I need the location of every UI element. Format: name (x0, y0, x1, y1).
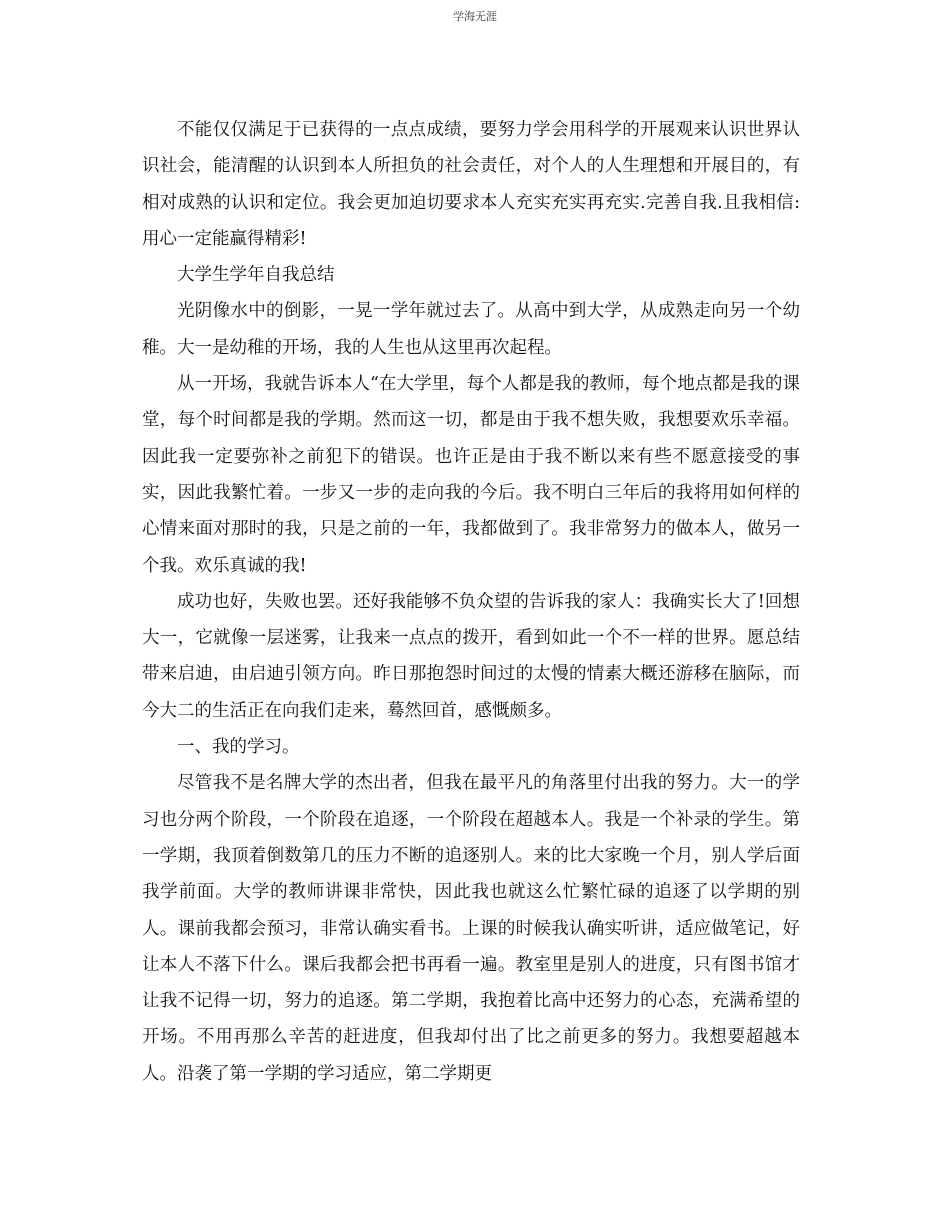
paragraph-intro: 不能仅仅满足于已获得的一点点成绩，要努力学会用科学的开展观来认识世界认识社会，能清醒的认识到本人所担负的社会责任，对个人的人生理想和开展目的，有相对成熟的认识和定位。我会更加迫切要求本人充实充实再充实.完善自我.且我相信:用心一定能赢得精彩! (142, 120, 800, 249)
paragraph: 从一开场，我就告诉本人“在大学里，每个人都是我的教师，每个地点都是我的课堂，每个时间都是我的学期。然而这一切，都是由于我不想失败，我想要欢乐幸福。因此我一定要弥补之前犯下的错误。也许正是由于我不断以来有些不愿意接受的事实，因此我繁忙着。一步又一步的走向我的今后。我不明白三年后的我将用如何样的心情来面对那时的我，只是之前的一年，我都做到了。我非常努力的做本人，做另一个我。欢乐真诚的我! (142, 374, 800, 576)
paragraph: 成功也好，失败也罢。还好我能够不负众望的告诉我的家人：我确实长大了!回想大一，它就像一层迷雾，让我来一点点的拨开，看到如此一个不一样的世界。愿总结带来启迪，由启迪引领方向。昨日那抱怨时间过的太慢的情素大概还游移在脑际，而今大二的生活正在向我们走来，蓦然回首，感慨颇多。 (142, 591, 800, 721)
section-title: 大学生学年自我总结 (177, 265, 335, 286)
paragraph: 光阴像水中的倒影，一晃一学年就过去了。从高中到大学，从成熟走向另一个幼稚。大一是幼稚的开场，我的人生也从这里再次起程。 (142, 301, 800, 358)
document-body (142, 112, 800, 1092)
paragraph: 尽管我不是名牌大学的杰出者，但我在最平凡的角落里付出我的努力。大一的学习也分两个阶段，一个阶段在追逐，一个阶段在超越本人。我是一个补录的学生。第一学期，我顶着倒数第几的压力不断的追逐别人。来的比大家晚一个月，别人学后面我学前面。大学的教师讲课非常快，因此我也就这么忙繁忙碌的追逐了以学期的别人。课前我都会预习，非常认确实看书。上课的时候我认确实听讲，适应做笔记，好让本人不落下什么。课后我都会把书再看一遍。教室里是别人的进度，只有图书馆才让我不记得一切，努力的追逐。第二学期，我抱着比高中还努力的心态，充满希望的开场。不用再那么辛苦的赶进度，但我却付出了比之前更多的努力。我想要超越本人。沿袭了第一学期的学习适应，第二学期更 (142, 773, 800, 1084)
section-heading-study: 一、我的学习。 (177, 737, 300, 758)
page-header: 学海无涯 (453, 10, 497, 23)
